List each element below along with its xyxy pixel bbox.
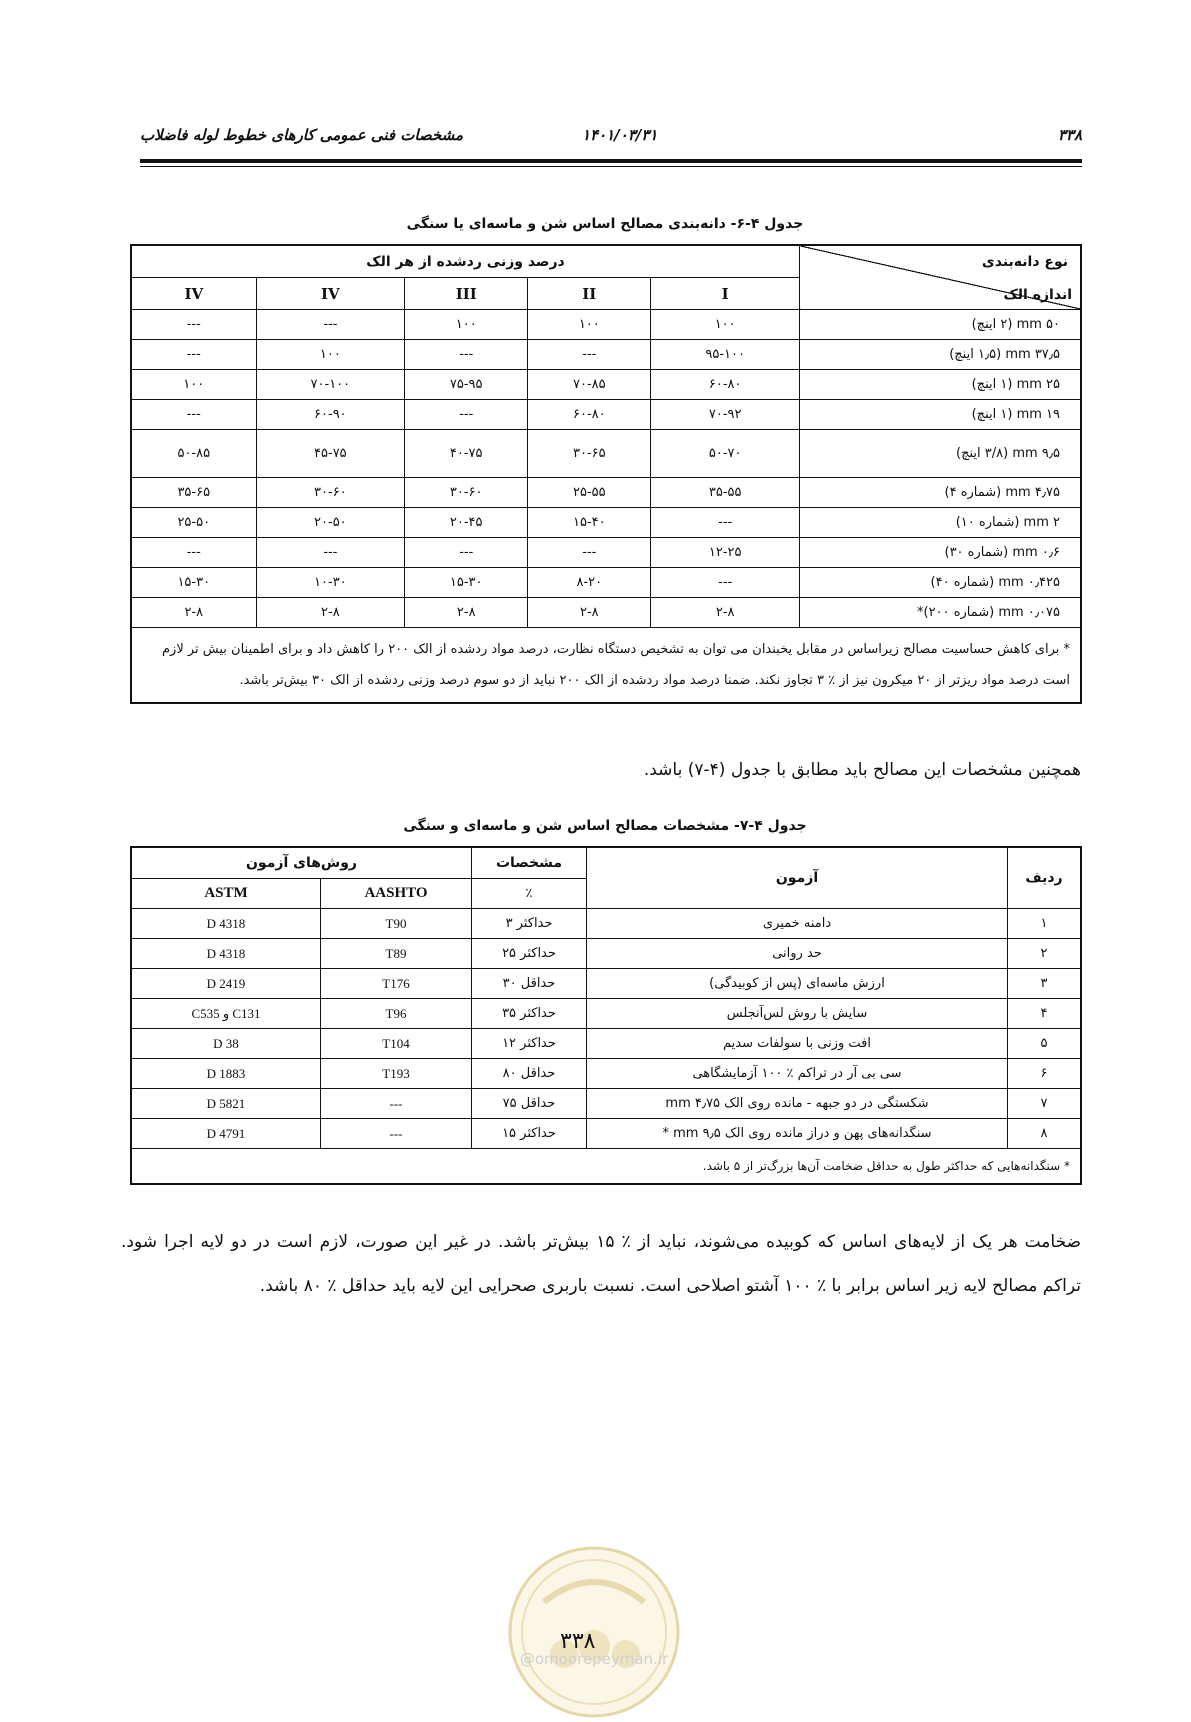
passing-value-cell: ۶۰-۹۰	[256, 400, 405, 430]
row-number-cell: ۸	[1008, 1119, 1082, 1149]
passing-value-cell: ۱۰۰	[528, 310, 651, 340]
astm-cell: D 5821	[131, 1089, 321, 1119]
grading-column-header: II	[528, 278, 651, 310]
passing-value-cell: ۱۵-۳۰	[405, 568, 528, 598]
property-row	[131, 969, 1081, 999]
grading-row	[131, 310, 1081, 340]
passing-value-cell: ۳۵-۵۵	[651, 478, 800, 508]
watermark-number: ۳۳۸	[560, 1629, 596, 1654]
aashto-cell: T89	[321, 939, 472, 969]
sieve-size-cell: ۲۵ mm (۱ اینچ)	[800, 370, 1082, 400]
test-methods-header: روش‌های آزمون	[131, 847, 472, 879]
header-rule-thin	[140, 166, 1082, 167]
passing-percent-header: درصد وزنی ردشده از هر الک	[131, 245, 800, 278]
passing-value-cell: ---	[256, 310, 405, 340]
page-number: ۳۳۸	[1057, 126, 1082, 144]
passing-value-cell: ۲-۸	[405, 598, 528, 628]
property-row	[131, 909, 1081, 939]
spec-unit: ٪	[472, 879, 587, 909]
passing-value-cell: ۲-۸	[131, 598, 256, 628]
row-number-cell: ۶	[1008, 1059, 1082, 1089]
passing-value-cell: ۲-۸	[528, 598, 651, 628]
grading-row	[131, 568, 1081, 598]
property-row	[131, 1119, 1081, 1149]
passing-value-cell: ---	[405, 340, 528, 370]
passing-value-cell: ۲۰-۵۰	[256, 508, 405, 538]
grading-row	[131, 430, 1081, 478]
astm-cell: D 1883	[131, 1059, 321, 1089]
document-title: مشخصات فنی عمومی کارهای خطوط لوله فاضلاب	[140, 126, 464, 144]
spec-value-cell: حداقل ۷۵	[472, 1089, 587, 1119]
passing-value-cell: ---	[256, 538, 405, 568]
passing-value-cell: ۱۰۰	[651, 310, 800, 340]
passing-value-cell: ۱۰-۳۰	[256, 568, 405, 598]
passing-value-cell: ۲-۸	[256, 598, 405, 628]
passing-value-cell: ۳۵-۶۵	[131, 478, 256, 508]
page-header	[140, 126, 1082, 150]
property-row	[131, 1089, 1081, 1119]
sieve-size-cell: ۰٫۴۲۵ mm (شماره ۴۰)	[800, 568, 1082, 598]
grading-row	[131, 400, 1081, 430]
sieve-size-cell: ۲ mm (شماره ۱۰)	[800, 508, 1082, 538]
table1-footnote: * برای کاهش حساسیت مصالح زیراساس در مقابل یخبندان می توان به تشخیص دستگاه نظارت، درصد مواد ردشده از الک ۲۰۰ را کاهش داد و برای اطمینان بیش تر لازم است درصد مواد ریزتر از ۲۰ میکرون نیز از ٪ ۳ تجاوز نکند. ضمنا درصد مواد ردشده از الک ۲۰۰ نباید از دو سوم درصد وزنی ردشده از الک ۳۰ بیش‌تر باشد.	[131, 628, 1081, 704]
sieve-size-cell: ۹٫۵ mm (۳/۸ اینچ)	[800, 430, 1082, 478]
row-number-header: ردیف	[1008, 847, 1082, 909]
aashto-cell: ---	[321, 1119, 472, 1149]
passing-value-cell: ۲۰-۴۵	[405, 508, 528, 538]
property-row	[131, 999, 1081, 1029]
passing-value-cell: ۶۰-۸۰	[651, 370, 800, 400]
spec-value-cell: حداقل ۳۰	[472, 969, 587, 999]
passing-value-cell: ---	[405, 538, 528, 568]
grading-row	[131, 340, 1081, 370]
aashto-cell: ---	[321, 1089, 472, 1119]
header-date: ۱۴۰۱/۰۳/۳۱	[582, 126, 658, 144]
grading-row	[131, 538, 1081, 568]
property-row	[131, 939, 1081, 969]
sieve-size-cell: ۴٫۷۵ mm (شماره ۴)	[800, 478, 1082, 508]
aashto-header: AASHTO	[321, 879, 472, 909]
row-number-cell: ۱	[1008, 909, 1082, 939]
passing-value-cell: ---	[131, 310, 256, 340]
grading-column-header: IV	[131, 278, 256, 310]
passing-value-cell: ۸-۲۰	[528, 568, 651, 598]
test-name-cell: حد روانی	[587, 939, 1008, 969]
passing-value-cell: ---	[651, 508, 800, 538]
passing-value-cell: ۵۰-۸۵	[131, 430, 256, 478]
property-row	[131, 1059, 1081, 1089]
test-name-cell: سی بی آر در تراکم ٪ ۱۰۰ آزمایشگاهی	[587, 1059, 1008, 1089]
passing-value-cell: ۷۰-۸۵	[528, 370, 651, 400]
passing-value-cell: ۶۰-۸۰	[528, 400, 651, 430]
astm-cell: D 2419	[131, 969, 321, 999]
test-name-cell: افت وزنی با سولفات سدیم	[587, 1029, 1008, 1059]
passing-value-cell: ---	[528, 538, 651, 568]
astm-cell: D 4791	[131, 1119, 321, 1149]
passing-value-cell: ۱۵-۳۰	[131, 568, 256, 598]
test-name-cell: ارزش ماسه‌ای (پس از کوبیدگی)	[587, 969, 1008, 999]
passing-value-cell: ۹۵-۱۰۰	[651, 340, 800, 370]
test-name-cell: سایش با روش لس‌آنجلس	[587, 999, 1008, 1029]
grading-column-header: I	[651, 278, 800, 310]
astm-cell: C131 و C535	[131, 999, 321, 1029]
passing-value-cell: ۴۵-۷۵	[256, 430, 405, 478]
astm-header: ASTM	[131, 879, 321, 909]
passing-value-cell: ۱۰۰	[405, 310, 528, 340]
passing-value-cell: ۳۰-۶۵	[528, 430, 651, 478]
grading-table-body	[131, 310, 1081, 628]
table2-footnote: * سنگدانه‌هایی که حداکثر طول به حداقل ضخامت آن‌ها بزرگ‌تر از ۵ باشد.	[131, 1149, 1081, 1185]
spec-value-cell: حداکثر ۳۵	[472, 999, 587, 1029]
grading-row	[131, 598, 1081, 628]
passing-value-cell: ---	[131, 340, 256, 370]
test-header: آزمون	[587, 847, 1008, 909]
row-number-cell: ۳	[1008, 969, 1082, 999]
passing-value-cell: ---	[405, 400, 528, 430]
passing-value-cell: ۴۰-۷۵	[405, 430, 528, 478]
passing-value-cell: ۱۰۰	[131, 370, 256, 400]
passing-value-cell: ۱۲-۲۵	[651, 538, 800, 568]
passing-value-cell: ۲۵-۵۵	[528, 478, 651, 508]
spec-value-cell: حداقل ۸۰	[472, 1059, 587, 1089]
grading-type-label: نوع دانه‌بندی	[981, 254, 1068, 270]
aashto-cell: T104	[321, 1029, 472, 1059]
passing-value-cell: ۷۰-۹۲	[651, 400, 800, 430]
test-name-cell: دامنه خمیری	[587, 909, 1008, 939]
spec-header: مشخصات	[472, 847, 587, 879]
sieve-size-cell: ۳۷٫۵ mm (۱٫۵ اینچ)	[800, 340, 1082, 370]
grading-row	[131, 370, 1081, 400]
aashto-cell: T90	[321, 909, 472, 939]
aashto-cell: T96	[321, 999, 472, 1029]
passing-value-cell: ۵۰-۷۰	[651, 430, 800, 478]
sieve-size-cell: ۰٫۰۷۵ mm (شماره ۲۰۰)*	[800, 598, 1082, 628]
spec-value-cell: حداکثر ۳	[472, 909, 587, 939]
paragraph-compaction: ضخامت هر یک از لایه‌های اساس که کوبیده می‌شوند، نباید از ٪ ۱۵ بیش‌تر باشد. در غیر این صورت، لازم است در دو لایه اجرا شود. تراکم مصالح لایه زیر اساس برابر با ٪ ۱۰۰ آشتو اصلاحی است. نسبت باربری صحرایی این لایه باید حداقل ٪ ۸۰ باشد.	[121, 1232, 1082, 1296]
aashto-cell: T193	[321, 1059, 472, 1089]
table1-caption: جدول ۴-۶- دانه‌بندی مصالح اساس شن و ماسه‌ای یا سنگی	[406, 216, 804, 232]
watermark-url: @omoorepeyman.ir	[519, 1650, 669, 1668]
passing-value-cell: ۱۰۰	[256, 340, 405, 370]
passing-value-cell: ---	[528, 340, 651, 370]
passing-value-cell: ۳۰-۶۰	[405, 478, 528, 508]
table2-caption: جدول ۴-۷- مشخصات مصالح اساس شن و ماسه‌ای و سنگی	[403, 818, 807, 834]
sieve-size-cell: ۱۹ mm (۱ اینچ)	[800, 400, 1082, 430]
spec-value-cell: حداکثر ۲۵	[472, 939, 587, 969]
test-name-cell: شکستگی در دو جبهه - مانده روی الک ۴٫۷۵ mm	[587, 1089, 1008, 1119]
passing-value-cell: ۱۵-۴۰	[528, 508, 651, 538]
passing-value-cell: ۲۵-۵۰	[131, 508, 256, 538]
passing-value-cell: ۷۰-۱۰۰	[256, 370, 405, 400]
header-rule-thick	[140, 159, 1082, 163]
passing-value-cell: ---	[131, 538, 256, 568]
passing-value-cell: ---	[131, 400, 256, 430]
row-number-cell: ۲	[1008, 939, 1082, 969]
paragraph-reference: همچنین مشخصات این مصالح باید مطابق با جدول (۴-۷) باشد.	[643, 760, 1081, 780]
grading-row	[131, 508, 1081, 538]
test-name-cell: سنگدانه‌های پهن و دراز مانده روی الک ۹٫۵ mm *	[587, 1119, 1008, 1149]
properties-table	[130, 846, 1082, 1185]
passing-value-cell: ۲-۸	[651, 598, 800, 628]
astm-cell: D 4318	[131, 909, 321, 939]
diagonal-header-cell	[800, 245, 1082, 310]
row-number-cell: ۷	[1008, 1089, 1082, 1119]
grading-column-header: IV	[256, 278, 405, 310]
grading-table	[130, 244, 1082, 704]
aashto-cell: T176	[321, 969, 472, 999]
grading-row	[131, 478, 1081, 508]
passing-value-cell: ۳۰-۶۰	[256, 478, 405, 508]
astm-cell: D 4318	[131, 939, 321, 969]
properties-table-body	[131, 909, 1081, 1149]
property-row	[131, 1029, 1081, 1059]
sieve-size-label: اندازه الک	[1003, 287, 1072, 303]
passing-value-cell: ---	[651, 568, 800, 598]
spec-value-cell: حداکثر ۱۲	[472, 1029, 587, 1059]
sieve-size-cell: ۰٫۶ mm (شماره ۳۰)	[800, 538, 1082, 568]
grading-column-header: III	[405, 278, 528, 310]
passing-value-cell: ۷۵-۹۵	[405, 370, 528, 400]
spec-value-cell: حداکثر ۱۵	[472, 1119, 587, 1149]
astm-cell: D 38	[131, 1029, 321, 1059]
row-number-cell: ۵	[1008, 1029, 1082, 1059]
row-number-cell: ۴	[1008, 999, 1082, 1029]
sieve-size-cell: ۵۰ mm (۲ اینچ)	[800, 310, 1082, 340]
